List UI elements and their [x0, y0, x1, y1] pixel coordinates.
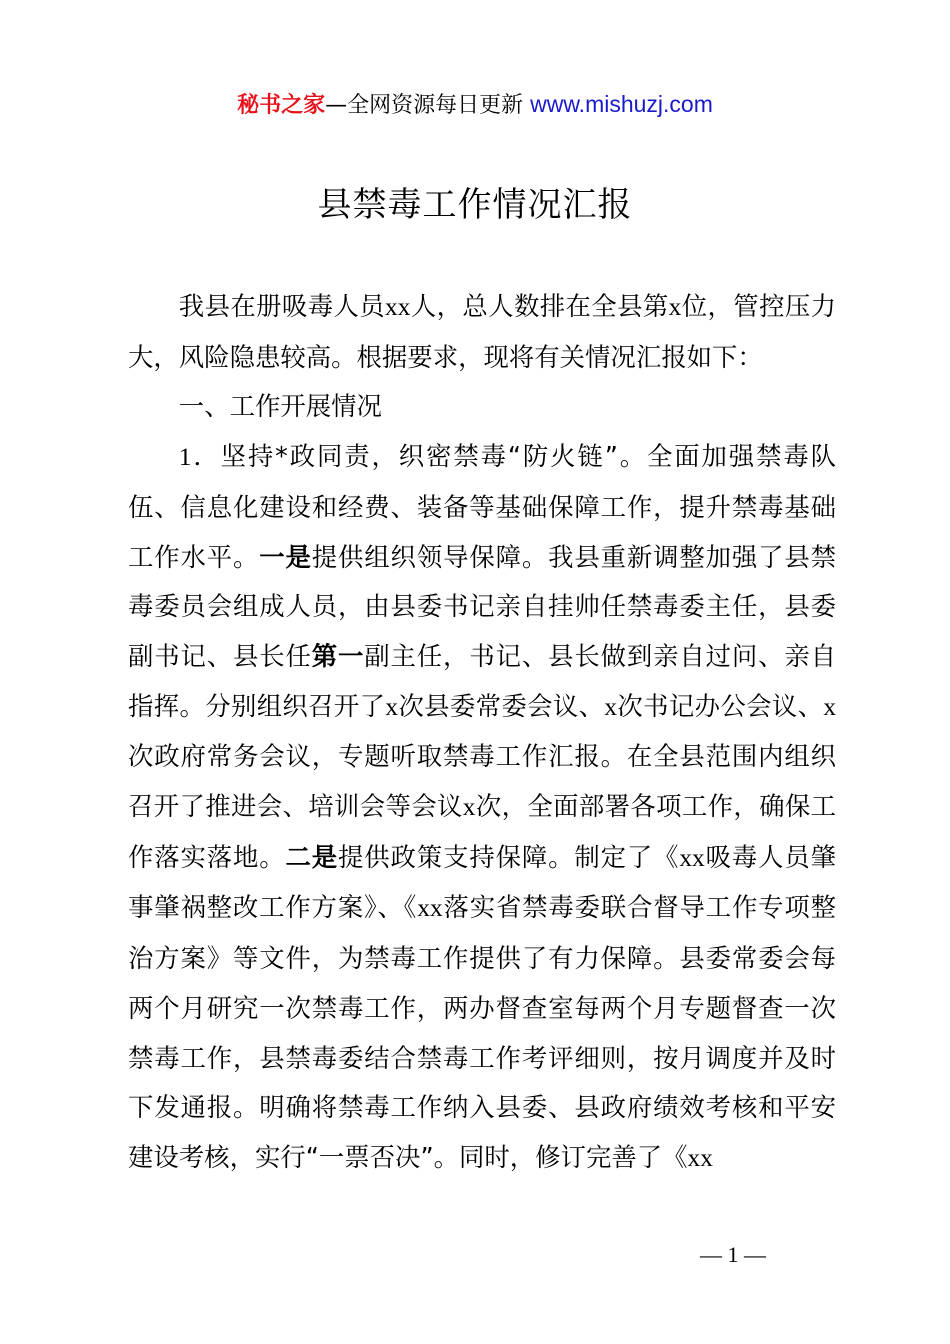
bold-marker: 第一: [311, 640, 365, 671]
header-tagline: —全网资源每日更新: [325, 93, 531, 118]
brand-name: 秘书之家: [237, 93, 326, 118]
site-header: [0, 84, 950, 126]
header-url[interactable]: www.mishuzj.com: [530, 91, 713, 117]
page-number: — 1 —: [700, 1242, 766, 1267]
intro-paragraph: 我县在册吸毒人员xx人，总人数排在全县第x位，管控压力大，风险隐患较高。根据要求，现将有关情况汇报如下：: [128, 291, 837, 372]
bold-marker: 一是: [259, 541, 312, 572]
document-title: 县禁毒工作情况汇报: [317, 185, 633, 225]
section-paragraph: 1．坚持*政同责，织密禁毒“防火链”。全面加强禁毒队伍、信息化建设和经费、装备等基础保障工作，提升禁毒基础工作水平。一是提供组织领导保障。我县重新调整加强了县禁毒委员会组成人员，由县委书记亲自挂帅任禁毒委主任，县委副书记、县长任第一副主任，书记、县长做到亲自过问、亲自指挥。分别组织召开了x次县委常委会议、x次书记办公会议、x次政府常务会议，专题听取禁毒工作汇报。在全县范围内组织召开了推进会、培训会等会议x次，全面部署各项工作，确保工作落实落地。二是提供政策支持保障。制定了《xx吸毒人员肇事肇祸整改工作方案》、《xx落实省禁毒委联合督导工作专项整治方案》等文件，为禁毒工作提供了有力保障。县委常委会每两个月研究一次禁毒工作，两办督查室每两个月专题督查一次禁毒工作，县禁毒委结合禁毒工作考评细则，按月调度并及时下发通报。明确将禁毒工作纳入县委、县政府绩效考核和平安建设考核，实行“一票否决”。同时，修订完善了《xx: [128, 441, 837, 1172]
bold-marker: 二是: [285, 841, 339, 872]
document-body: [128, 282, 836, 1184]
section-heading: 一、工作开展情况: [178, 391, 382, 422]
